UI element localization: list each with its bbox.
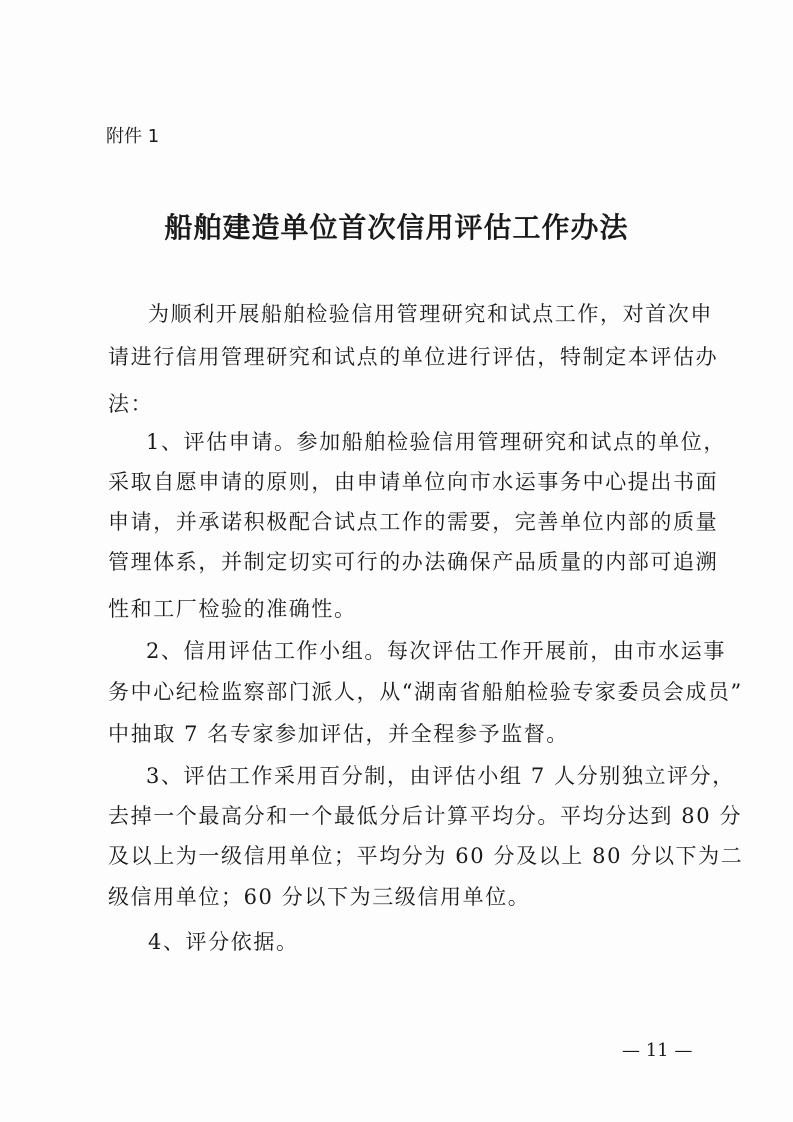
paragraph-line: 采取自愿申请的原则，由申请单位向市水运事务中心提出书面 [108,470,719,494]
document-title: 船舶建造单位首次信用评估工作办法 [164,211,629,244]
paragraph-line: 申请，并承诺积极配合试点工作的需要，完善单位内部的质量 [108,510,719,534]
paragraph-line: 及以上为一级信用单位；平均分为 60 分及以上 80 分以下为二 [108,844,744,868]
paragraph-line: 法： [108,392,154,416]
paragraph-line: 3、评估工作采用百分制，由评估小组 7 人分别独立评分， [146,764,735,788]
paragraph-line: 1、评估申请。参加船舶检验信用管理研究和试点的单位， [146,430,726,454]
paragraph-line: 4、评分依据。 [148,930,299,954]
paragraph-line: 2、信用评估工作小组。每次评估工作开展前，由市水运事 [146,639,726,663]
paragraph-line: 去掉一个最高分和一个最低分后计算平均分。平均分达到 80 分 [108,804,743,828]
paragraph-line: 务中心纪检监察部门派人，从“湖南省船舶检验专家委员会成员” [108,680,743,704]
paragraph-line: 管理体系，并制定切实可行的办法确保产品质量的内部可追溯 [108,550,719,574]
paragraph-line: 为顺利开展船舶检验信用管理研究和试点工作，对首次申 [148,302,713,326]
attachment-label: 附件 1 [106,126,160,147]
page-number: — 11 — [622,1040,693,1061]
paragraph-line: 级信用单位；60 分以下为三级信用单位。 [108,885,531,909]
paragraph-line: 请进行信用管理研究和试点的单位进行评估，特制定本评估办 [108,345,719,369]
paragraph-line: 性和工厂检验的准确性。 [108,597,357,621]
paragraph-line: 中抽取 7 名专家参加评估，并全程参予监督。 [108,722,569,746]
